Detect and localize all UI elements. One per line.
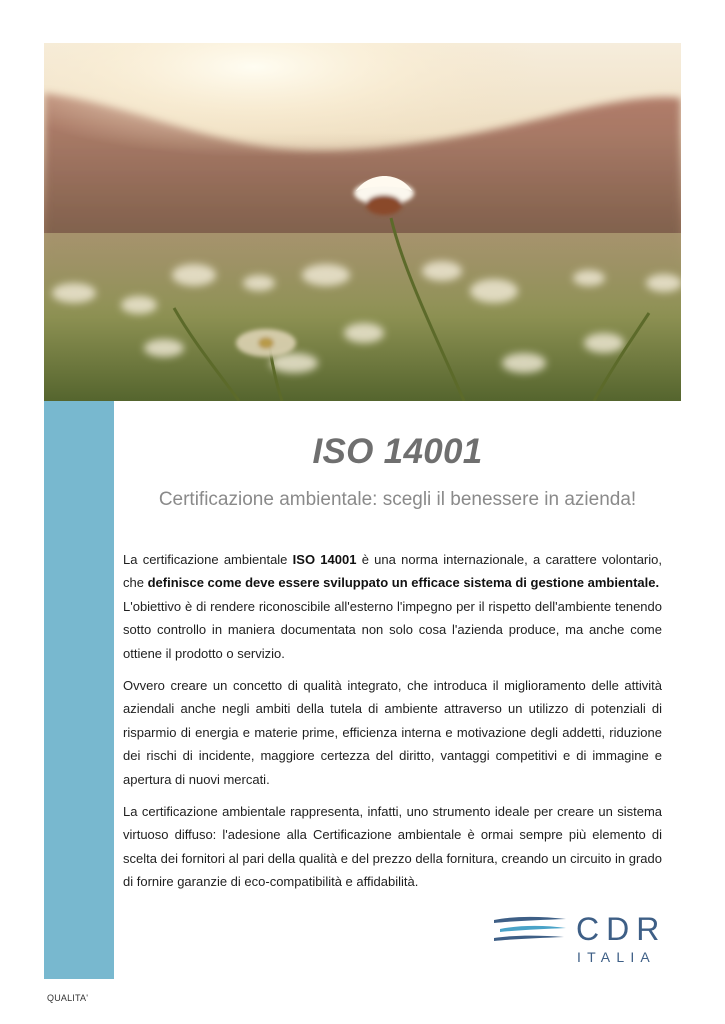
page-subtitle: Certificazione ambientale: scegli il benessere in azienda! bbox=[158, 489, 637, 510]
cdr-italia-logo bbox=[494, 912, 669, 968]
footer-section-label: QUALITA' bbox=[47, 993, 89, 1003]
intro-bold-definition: definisce come deve essere sviluppato un efficace sistema di gestione ambientale. bbox=[147, 575, 660, 591]
waves-icon bbox=[494, 914, 566, 944]
daisy-field-photo bbox=[44, 43, 681, 401]
integrated-quality-paragraph: Ovvero creare un concetto di qualità integrato, che introduca il miglioramento delle attività aziendali anche negli ambiti della tutela di ambiente attraverso un utilizzo di potenziali di risparmio di energia e materie prime, efficienza interna e motivazione degli addetti, riduzione dei rischi di incidente, maggiore certezza del diritto, vantaggi competitivi e di immagine e apertura di nuovi mercati. bbox=[123, 678, 662, 787]
intro-bold-standard: ISO 14001 bbox=[292, 552, 357, 567]
hero-image bbox=[44, 43, 681, 401]
intro-text-1: La certificazione ambientale bbox=[123, 552, 293, 567]
logo-name: CDR bbox=[576, 911, 667, 947]
body-text bbox=[123, 548, 662, 903]
page-title: ISO 14001 bbox=[312, 432, 483, 471]
virtuous-system-paragraph: La certificazione ambientale rappresenta, infatti, uno strumento ideale per creare un sistema virtuoso diffuso: l'adesione alla Certificazione ambientale è ormai sempre più elemento di scelta dei fornitori al pari della qualità e del prezzo della fornitura, creando un circuito in grado di fornire garanzie di eco-compatibilità e affidabilità. bbox=[123, 804, 662, 890]
intro-text-2: è una norma internazionale, a carattere volontario, che bbox=[123, 552, 662, 591]
objective-paragraph: L'obiettivo è di rendere riconoscibile all'esterno l'impegno per il rispetto dell'ambiente tenendo sotto controllo in maniera documentata non solo cosa l'azienda produce, ma anche come ottiene il prodotto o servizio. bbox=[123, 598, 662, 661]
accent-sidebar bbox=[44, 401, 114, 979]
logo-subname: ITALIA bbox=[577, 949, 656, 965]
intro-paragraph bbox=[123, 548, 662, 595]
